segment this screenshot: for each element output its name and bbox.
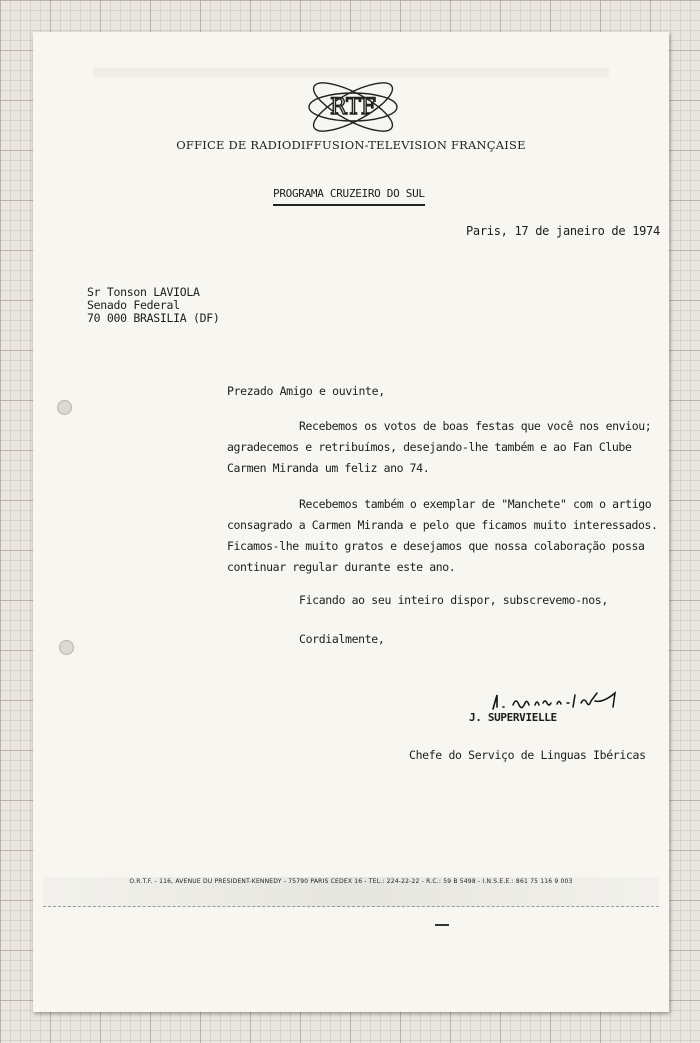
closing-line: Ficando ao seu inteiro dispor, subscrevemo-nos, xyxy=(299,593,608,607)
recipient-address xyxy=(87,286,219,325)
ink-mark xyxy=(435,924,449,926)
organization-name: OFFICE DE RADIODIFFUSION-TELEVISION FRANÇAISE xyxy=(176,138,526,152)
paragraph-1-line: Recebemos os votos de boas festas que você nos enviou; xyxy=(299,419,652,433)
recipient-city: 70 000 BRASILIA (DF) xyxy=(87,311,220,325)
perforation-line xyxy=(43,906,659,907)
paragraph-1-line: Carmen Miranda um feliz ano 74. xyxy=(227,461,430,475)
punch-hole-top xyxy=(57,400,72,415)
ortf-logo xyxy=(305,80,401,134)
paragraph-2-line: continuar regular durante este ano. xyxy=(227,560,456,574)
paragraph-1-line: agradecemos e retribuímos, desejando-lhe também e ao Fan Clube xyxy=(227,440,632,454)
recipient-organization: Senado Federal xyxy=(87,298,180,312)
regards: Cordialmente, xyxy=(299,632,385,646)
letter-sheet xyxy=(33,32,669,1012)
footer-address: O.R.T.F. - 116, AVENUE DU PRESIDENT-KENNEDY - 75790 PARIS CEDEX 16 - TEL.: 224-22-22 - R.C.: 59 B 5498 - I.N.S.E.E.: 861 75 116 9 003 xyxy=(129,878,573,885)
punch-hole-bottom xyxy=(59,640,74,655)
paragraph-2-line: consagrado a Carmen Miranda e pelo que ficamos muito interessados. xyxy=(227,518,658,532)
paragraph-2 xyxy=(227,494,658,578)
bleed-through-text xyxy=(93,68,609,78)
paragraph-2-line: Ficamos-lhe muito gratos e desejamos que nossa colaboração possa xyxy=(227,539,645,553)
signatory-title: Chefe do Serviço de Linguas Ibéricas xyxy=(409,748,646,762)
signatory-name: J. SUPERVIELLE xyxy=(469,711,557,724)
program-title: PROGRAMA CRUZEIRO DO SUL xyxy=(273,187,425,206)
salutation: Prezado Amigo e ouvinte, xyxy=(227,384,385,398)
letter-date: Paris, 17 de janeiro de 1974 xyxy=(466,224,660,238)
paragraph-2-line: Recebemos também o exemplar de "Manchete" com o artigo xyxy=(299,497,652,511)
logo-text: RTF xyxy=(329,95,377,120)
recipient-name: Sr Tonson LAVIOLA xyxy=(87,285,200,299)
paragraph-1 xyxy=(227,416,651,479)
